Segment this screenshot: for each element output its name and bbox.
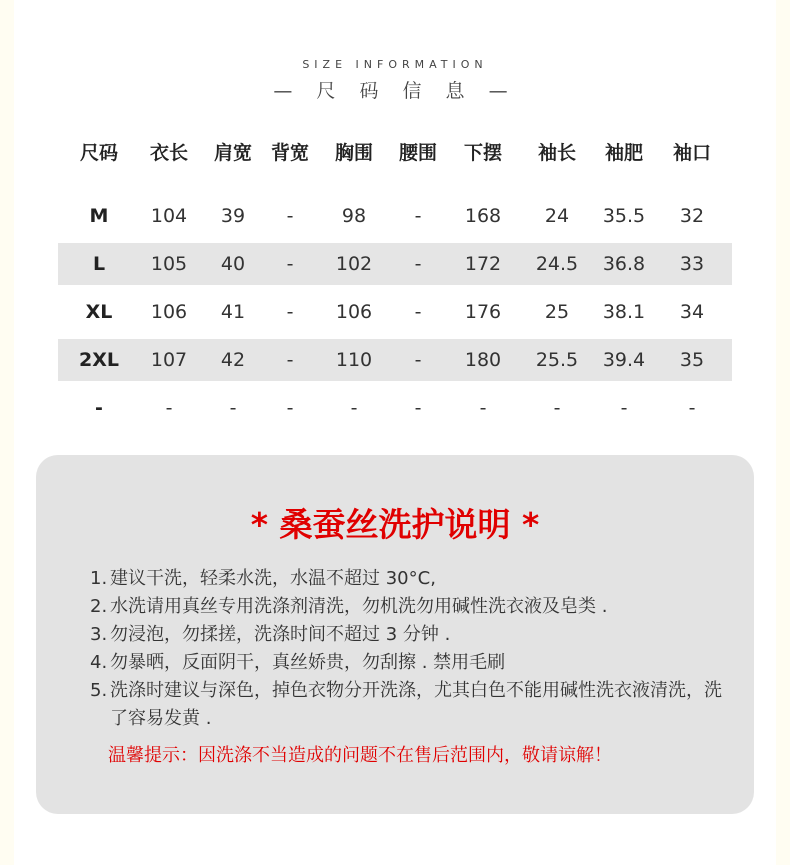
table-cell: 41 bbox=[220, 301, 246, 323]
table-cell: - bbox=[286, 397, 294, 419]
table-cell: 107 bbox=[150, 349, 188, 371]
table-cell: 98 bbox=[341, 205, 367, 227]
table-cell: 2XL bbox=[79, 349, 119, 371]
table-cell: - bbox=[688, 397, 696, 419]
table-cell: 106 bbox=[335, 301, 373, 323]
table-cell: 180 bbox=[464, 349, 502, 371]
table-cell: 102 bbox=[335, 253, 373, 275]
table-cell: - bbox=[553, 397, 561, 419]
care-item-text: 建议干洗，轻柔水洗，水温不超过 30°C, bbox=[110, 568, 436, 589]
table-cell: - bbox=[350, 397, 358, 419]
table-cell: 39.4 bbox=[602, 349, 646, 371]
table-cell: 32 bbox=[679, 205, 705, 227]
table-cell: 42 bbox=[220, 349, 246, 371]
table-cell: 35.5 bbox=[602, 205, 646, 227]
table-cell: - bbox=[414, 205, 422, 227]
column-header: 背宽 bbox=[270, 141, 309, 164]
table-cell: 33 bbox=[679, 253, 705, 275]
care-item bbox=[90, 593, 730, 621]
care-item-number: 3. bbox=[90, 624, 108, 645]
table-cell: 168 bbox=[464, 205, 502, 227]
care-item-text: 洗涤时建议与深色，掉色衣物分开洗涤，尤其白色不能用碱性洗衣液清洗，洗了容易发黄 . bbox=[110, 680, 722, 729]
care-item bbox=[90, 621, 730, 649]
table-cell: 110 bbox=[335, 349, 373, 371]
care-item-text: 水洗请用真丝专用洗涤剂清洗，勿机洗勿用碱性洗衣液及皂类 . bbox=[110, 596, 608, 617]
table-cell: 25 bbox=[544, 301, 570, 323]
column-header: 袖长 bbox=[537, 141, 576, 164]
table-header-row bbox=[58, 124, 732, 178]
table-cell: 36.8 bbox=[602, 253, 646, 275]
care-item bbox=[90, 649, 730, 677]
table-cell: L bbox=[92, 253, 106, 275]
care-note: 温馨提示：因洗涤不当造成的问题不在售后范围内，敬请谅解！ bbox=[108, 745, 612, 766]
column-header: 胸围 bbox=[334, 141, 373, 164]
table-cell: - bbox=[286, 253, 294, 275]
table-cell: 35 bbox=[679, 349, 705, 371]
care-item-number: 2. bbox=[90, 596, 108, 617]
table-cell: 105 bbox=[150, 253, 188, 275]
table-cell: - bbox=[414, 349, 422, 371]
table-row bbox=[58, 192, 732, 240]
care-title: * 桑蚕丝洗护说明 * bbox=[250, 505, 540, 544]
table-cell: - bbox=[479, 397, 487, 419]
column-header: 袖肥 bbox=[604, 141, 643, 164]
care-item bbox=[90, 677, 730, 733]
table-cell: 40 bbox=[220, 253, 246, 275]
table-cell: - bbox=[414, 301, 422, 323]
table-cell: M bbox=[89, 205, 109, 227]
table-cell: 176 bbox=[464, 301, 502, 323]
table-cell: 24.5 bbox=[535, 253, 579, 275]
care-item-text: 勿暴晒，反面阴干，真丝娇贵，勿刮擦 . 禁用毛刷 bbox=[110, 652, 506, 673]
care-instructions-panel bbox=[36, 455, 754, 814]
size-table bbox=[58, 124, 732, 432]
column-header: 肩宽 bbox=[213, 141, 252, 164]
table-row bbox=[58, 288, 732, 336]
table-row bbox=[58, 339, 732, 381]
table-cell: 172 bbox=[464, 253, 502, 275]
table-row bbox=[58, 243, 732, 285]
care-item-number: 1. bbox=[90, 568, 108, 589]
table-cell: 104 bbox=[150, 205, 188, 227]
table-cell: - bbox=[95, 397, 103, 419]
column-header: 腰围 bbox=[398, 141, 437, 164]
table-cell: - bbox=[414, 253, 422, 275]
size-info-title-en: SIZE INFORMATION bbox=[302, 58, 488, 71]
table-cell: - bbox=[414, 397, 422, 419]
table-cell: 38.1 bbox=[602, 301, 646, 323]
table-cell: 34 bbox=[679, 301, 705, 323]
table-cell: - bbox=[286, 349, 294, 371]
care-item-text: 勿浸泡，勿揉搓，洗涤时间不超过 3 分钟 . bbox=[110, 624, 451, 645]
table-cell: - bbox=[229, 397, 237, 419]
care-item-number: 4. bbox=[90, 652, 108, 673]
table-cell: XL bbox=[85, 301, 113, 323]
column-header: 下摆 bbox=[463, 141, 502, 164]
table-cell: - bbox=[286, 301, 294, 323]
table-cell: - bbox=[165, 397, 173, 419]
column-header: 尺码 bbox=[79, 141, 118, 164]
table-cell: 106 bbox=[150, 301, 188, 323]
column-header: 袖口 bbox=[672, 141, 711, 164]
care-item-number: 5. bbox=[90, 680, 108, 701]
table-row bbox=[58, 384, 732, 432]
table-cell: - bbox=[286, 205, 294, 227]
table-cell: - bbox=[620, 397, 628, 419]
table-cell: 25.5 bbox=[535, 349, 579, 371]
column-header: 衣长 bbox=[149, 141, 188, 164]
page bbox=[14, 0, 776, 865]
table-cell: 24 bbox=[544, 205, 570, 227]
care-item bbox=[90, 565, 730, 593]
care-list bbox=[90, 565, 730, 733]
table-cell: 39 bbox=[220, 205, 246, 227]
size-info-title-cn: — 尺 码 信 息 — bbox=[273, 80, 517, 102]
